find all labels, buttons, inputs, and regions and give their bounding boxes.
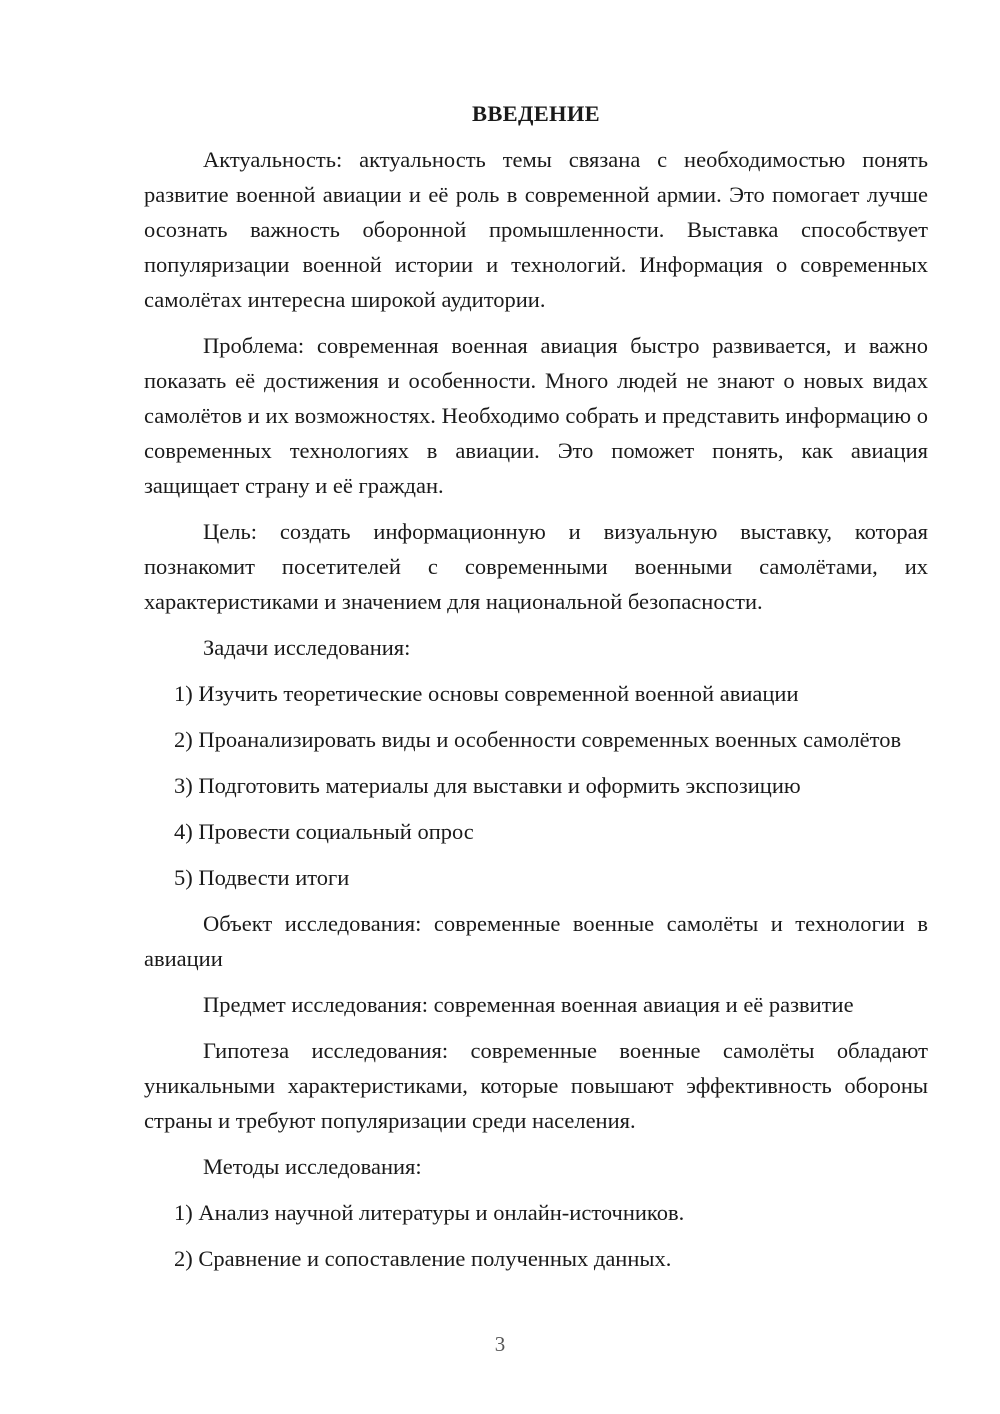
page-number: 3	[494, 1332, 506, 1356]
list-item-task-5: 5) Подвести итоги	[174, 865, 350, 890]
paragraph-subject: Предмет исследования: современная военная авиация и её развитие	[203, 992, 854, 1017]
paragraph-goal: Цель: создать информационную и визуальную выставку, которая познакомит посетителей с современными военными самолётами, их характеристиками и значением для национальной безопасности.	[144, 519, 928, 614]
list-item-task-4: 4) Провести социальный опрос	[174, 819, 474, 844]
paragraph-relevance: Актуальность: актуальность темы связана с необходимостью понять развитие военной авиации и её роль в современной армии. Это помогает лучше осознать важность оборонной промышленности. Выставка способствует популяризации военной истории и технологий. Информация о современных самолётах интересна широкой аудитории.	[144, 147, 928, 312]
list-item-task-2: 2) Проанализировать виды и особенности современных военных самолётов	[174, 727, 902, 752]
list-item-task-1: 1) Изучить теоретические основы современной военной авиации	[174, 681, 799, 706]
paragraph-methods-heading: Методы исследования:	[203, 1154, 422, 1179]
list-item-method-1: 1) Анализ научной литературы и онлайн-источников.	[174, 1200, 685, 1225]
list-item-task-3: 3) Подготовить материалы для выставки и оформить экспозицию	[174, 773, 801, 798]
paragraph-hypothesis: Гипотеза исследования: современные военные самолёты обладают уникальными характеристиками, которые повышают эффективность обороны страны и требуют популяризации среди населения.	[144, 1038, 928, 1133]
paragraph-object: Объект исследования: современные военные самолёты и технологии в авиации	[144, 911, 928, 971]
document-body	[144, 96, 928, 1287]
list-item-method-2: 2) Сравнение и сопоставление полученных данных.	[174, 1246, 672, 1271]
section-title: ВВЕДЕНИЕ	[472, 101, 600, 126]
paragraph-problem: Проблема: современная военная авиация быстро развивается, и важно показать её достижения и особенности. Много людей не знают о новых видах самолётов и их возможностях. Необходимо собрать и представить информацию о современных технологиях в авиации. Это поможет понять, как авиация защищает страну и её граждан.	[144, 333, 928, 498]
paragraph-tasks-heading: Задачи исследования:	[203, 635, 411, 660]
